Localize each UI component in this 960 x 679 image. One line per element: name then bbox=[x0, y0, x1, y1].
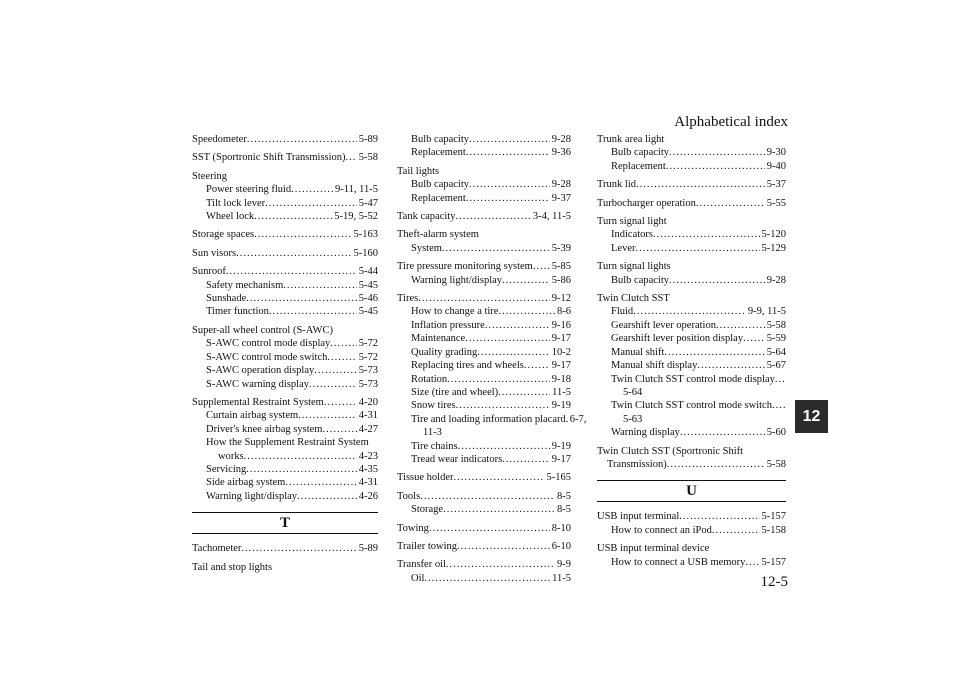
subentry-term: S-AWC warning display bbox=[206, 378, 309, 390]
entry-term: SST (Sportronic Shift Transmission) bbox=[192, 152, 346, 164]
subentry-term: Inflation pressure bbox=[411, 319, 485, 331]
page-ref[interactable]: 5-58 bbox=[358, 152, 378, 164]
page-ref[interactable]: 5-73 bbox=[358, 365, 378, 377]
page-ref[interactable]: 5-165 bbox=[546, 472, 571, 484]
page-ref[interactable]: 5-45 bbox=[358, 306, 378, 318]
page-ref[interactable]: 4-20 bbox=[358, 396, 378, 408]
index-entry bbox=[597, 260, 786, 287]
page-ref[interactable]: 5-58 bbox=[766, 319, 786, 331]
page-ref[interactable]: 9-17 bbox=[551, 333, 571, 345]
subentry-term: Size (tire and wheel) bbox=[411, 386, 499, 398]
entry-term: Trailer towing bbox=[397, 540, 457, 552]
page-ref[interactable]: 5-72 bbox=[358, 338, 378, 350]
page-ref[interactable]: 5-47 bbox=[358, 197, 378, 209]
page-ref[interactable]: 9-30 bbox=[766, 147, 786, 159]
chapter-tab[interactable]: 12 bbox=[795, 400, 828, 433]
index-entry bbox=[397, 292, 587, 466]
index-entry bbox=[397, 522, 571, 535]
subentry-term: Wheel lock bbox=[206, 211, 255, 223]
page-ref[interactable]: 5-86 bbox=[551, 274, 571, 286]
page-ref[interactable]: 9-18 bbox=[551, 373, 571, 385]
entry-term: Speedometer bbox=[192, 134, 247, 145]
subentry-term: Curtain airbag system bbox=[206, 410, 299, 422]
index-entry bbox=[597, 292, 786, 439]
page-ref[interactable]: 5-19, 5-52 bbox=[334, 211, 378, 223]
page-ref[interactable]: 9-28 bbox=[766, 274, 786, 286]
page-ref[interactable]: 5-129 bbox=[761, 242, 786, 254]
page-ref[interactable]: 8-5 bbox=[557, 490, 571, 502]
entry-term-continued: Transmission) bbox=[607, 458, 667, 470]
subentry-term: Bulb capacity bbox=[411, 134, 470, 145]
subentry-term: Bulb capacity bbox=[411, 179, 470, 191]
page-ref[interactable]: 9-40 bbox=[766, 160, 786, 172]
subentry-term: Rotation bbox=[411, 373, 448, 385]
subentry-term: Sunshade bbox=[206, 293, 247, 305]
subentry-term: Replacement bbox=[411, 192, 466, 204]
index-entry bbox=[192, 151, 378, 164]
entry-term: Trunk area light bbox=[597, 134, 665, 145]
index-entry bbox=[397, 471, 571, 484]
index-entry bbox=[397, 228, 571, 255]
subentry-term: Tread wear indicators bbox=[411, 453, 503, 465]
page-ref[interactable]: 5-45 bbox=[358, 279, 378, 291]
page-ref[interactable]: 5-163 bbox=[353, 229, 378, 241]
subentry-term: S-AWC control mode switch bbox=[206, 351, 328, 363]
subentry-term: Gearshift lever position display bbox=[611, 333, 744, 345]
page-ref[interactable]: 9-16 bbox=[551, 319, 571, 331]
index-entry bbox=[597, 215, 786, 255]
page-ref[interactable]: 6-7, bbox=[569, 413, 587, 425]
page-ref[interactable]: 5-67 bbox=[766, 360, 786, 372]
subentry-term: Manual shift bbox=[611, 346, 665, 358]
entry-term: Sun visors bbox=[192, 247, 237, 259]
subentry-term: Twin Clutch SST control mode switch bbox=[611, 400, 772, 412]
index-entry bbox=[397, 558, 571, 585]
section-heading-t: T bbox=[192, 512, 378, 534]
subentry-term: Servicing bbox=[206, 463, 247, 475]
page-ref[interactable]: 5-85 bbox=[551, 261, 571, 273]
index-entry bbox=[597, 197, 786, 210]
page-ref[interactable]: 5-160 bbox=[353, 247, 378, 259]
index-column-2 bbox=[397, 133, 587, 590]
entry-term: Super-all wheel control (S-AWC) bbox=[192, 324, 333, 336]
subentry-term: Quality grading bbox=[411, 346, 478, 358]
entry-term: Turbocharger operation bbox=[597, 197, 696, 209]
subentry-term: S-AWC operation display bbox=[206, 365, 315, 377]
entry-term: Turn signal light bbox=[597, 216, 667, 228]
page-ref[interactable]: 10-2 bbox=[551, 346, 571, 358]
index-entry bbox=[192, 542, 378, 555]
page-ref[interactable]: 9-11, 11-5 bbox=[335, 184, 378, 196]
subentry-term: Fluid bbox=[611, 306, 634, 318]
index-entry bbox=[597, 445, 786, 472]
page-ref[interactable]: 5-60 bbox=[766, 427, 786, 439]
subentry-term: Replacement bbox=[611, 160, 666, 172]
page-ref-continued[interactable]: 5-63 bbox=[623, 413, 643, 425]
subentry-term: How to connect an iPod bbox=[611, 524, 712, 536]
page-ref[interactable]: 8-5 bbox=[557, 504, 571, 516]
subentry-term: Side airbag system bbox=[206, 477, 286, 489]
section-heading-u: U bbox=[597, 480, 786, 502]
page-ref[interactable]: 9-9, 11-5 bbox=[747, 306, 786, 318]
entry-term: Tools bbox=[397, 490, 421, 502]
page-ref[interactable]: 5-158 bbox=[761, 524, 786, 536]
page-ref[interactable]: 5-58 bbox=[766, 458, 786, 470]
index-entry bbox=[192, 228, 378, 241]
page-ref[interactable]: 5-157 bbox=[761, 511, 786, 523]
subentry-term: Bulb capacity bbox=[611, 274, 670, 286]
index-column-1 bbox=[192, 133, 378, 579]
index-entry bbox=[192, 324, 378, 391]
page-ref[interactable]: 9-36 bbox=[551, 147, 571, 159]
page-ref[interactable]: 9-12 bbox=[551, 293, 571, 305]
index-entry bbox=[397, 210, 571, 223]
index-entry bbox=[597, 542, 786, 569]
subentry-term: Manual shift display bbox=[611, 360, 698, 372]
entry-term: Tire pressure monitoring system bbox=[397, 261, 533, 273]
index-entry bbox=[397, 165, 571, 205]
subentry-term: System bbox=[411, 242, 442, 254]
entry-term: Twin Clutch SST (Sportronic Shift bbox=[597, 445, 744, 457]
page-header-title: Alphabetical index bbox=[674, 114, 788, 130]
page-ref[interactable]: 4-35 bbox=[358, 463, 378, 475]
subentry-term: Maintenance bbox=[411, 333, 466, 345]
page-ref[interactable]: 5-59 bbox=[766, 333, 786, 345]
page-ref[interactable]: 9-17 bbox=[551, 453, 571, 465]
index-entry bbox=[192, 133, 378, 146]
subentry-term: Bulb capacity bbox=[611, 147, 670, 159]
index-entry bbox=[597, 510, 786, 537]
entry-term: Tail and stop lights bbox=[192, 561, 273, 573]
subentry-term: How to connect a USB memory bbox=[611, 556, 746, 568]
page-ref[interactable]: 5-120 bbox=[761, 229, 786, 241]
page-ref[interactable]: 6-10 bbox=[551, 540, 571, 552]
subentry-term: Snow tires bbox=[411, 400, 456, 412]
page-number: 12-5 bbox=[760, 574, 788, 590]
page-ref[interactable]: 8-10 bbox=[551, 522, 571, 534]
subentry-term: Driver's knee airbag system bbox=[206, 423, 323, 435]
subentry-term: Indicators bbox=[611, 229, 653, 241]
entry-term: Sunroof bbox=[192, 266, 226, 278]
index-entry bbox=[397, 260, 571, 287]
subentry-term: Warning display bbox=[611, 427, 680, 439]
entry-term: Tail lights bbox=[397, 165, 440, 177]
index-entry bbox=[192, 396, 378, 503]
page-ref[interactable]: 5-39 bbox=[551, 242, 571, 254]
page-ref[interactable]: 3-4, 11-5 bbox=[532, 211, 571, 223]
page-ref[interactable]: 5-44 bbox=[358, 266, 378, 278]
index-entry bbox=[397, 540, 571, 553]
page-ref[interactable]: 9-37 bbox=[551, 192, 571, 204]
entry-term: Storage spaces bbox=[192, 229, 255, 241]
page-ref[interactable]: 11-5 bbox=[552, 572, 571, 584]
page-ref[interactable]: 5-37 bbox=[766, 179, 786, 191]
entry-term: Turn signal lights bbox=[597, 261, 671, 273]
entry-term: USB input terminal bbox=[597, 511, 680, 523]
entry-term: Supplemental Restraint System bbox=[192, 396, 324, 408]
subentry-term: Timer function bbox=[206, 306, 269, 318]
subentry-term: Storage bbox=[411, 504, 444, 516]
subentry-term: Safety mechanism bbox=[206, 279, 284, 291]
subentry-term: How to change a tire bbox=[411, 306, 499, 318]
subentry-term: Twin Clutch SST control mode display bbox=[611, 373, 775, 385]
subentry-term: Gearshift lever operation bbox=[611, 319, 716, 331]
index-entry bbox=[192, 265, 378, 319]
page-ref[interactable]: 5-46 bbox=[358, 293, 378, 305]
page-ref-continued[interactable]: 5-64 bbox=[623, 386, 643, 398]
subentry-term: Replacement bbox=[411, 147, 466, 159]
entry-term: Tissue holder bbox=[397, 472, 454, 484]
page-ref[interactable]: 5-73 bbox=[358, 378, 378, 390]
subentry-term: Warning light/display bbox=[206, 490, 298, 502]
subentry-term: Oil bbox=[411, 572, 425, 584]
page-ref[interactable]: 5-55 bbox=[766, 197, 786, 209]
page-ref[interactable]: 9-19 bbox=[551, 440, 571, 452]
index-entry bbox=[192, 247, 378, 260]
subentry-term: Tilt lock lever bbox=[206, 197, 266, 209]
index-entry bbox=[192, 170, 378, 224]
subentry-term-continued: works bbox=[218, 450, 244, 462]
subentry-term: How the Supplement Restraint System bbox=[206, 437, 369, 449]
subentry-term: S-AWC control mode display bbox=[206, 338, 331, 350]
page-ref[interactable]: 9-28 bbox=[551, 134, 571, 145]
entry-term: Towing bbox=[397, 522, 429, 534]
page-ref[interactable]: 5-89 bbox=[358, 134, 378, 145]
index-entry bbox=[192, 561, 378, 574]
index-entry bbox=[397, 490, 571, 517]
page-ref[interactable]: 4-23 bbox=[358, 450, 378, 462]
page-ref[interactable]: 8-6 bbox=[557, 306, 571, 318]
index-entry bbox=[597, 133, 786, 173]
page-ref[interactable]: 5-64 bbox=[766, 346, 786, 358]
entry-term: Tachometer bbox=[192, 543, 242, 555]
page-ref[interactable]: 5-89 bbox=[358, 543, 378, 555]
entry-term: USB input terminal device bbox=[597, 543, 710, 555]
subentry-term: Lever bbox=[611, 242, 636, 254]
entry-term: Trunk lid bbox=[597, 179, 637, 191]
page-ref[interactable]: 4-31 bbox=[358, 477, 378, 489]
page-ref[interactable]: 5-72 bbox=[358, 351, 378, 363]
index-column-3 bbox=[597, 133, 786, 574]
page-ref[interactable]: 9-19 bbox=[551, 400, 571, 412]
subentry-term: Tire chains bbox=[411, 440, 458, 452]
subentry-term: Tire and loading information placard bbox=[411, 413, 566, 425]
subentry-term: Power steering fluid bbox=[206, 184, 292, 196]
entry-term: Transfer oil bbox=[397, 559, 446, 571]
entry-term: Twin Clutch SST bbox=[597, 293, 670, 305]
page-ref[interactable]: 4-31 bbox=[358, 410, 378, 422]
index-entry-continued bbox=[397, 133, 571, 160]
entry-term: Steering bbox=[192, 170, 227, 182]
subentry-term: Warning light/display bbox=[411, 274, 503, 286]
page-ref[interactable]: 9-28 bbox=[551, 179, 571, 191]
page-ref[interactable]: 5-157 bbox=[761, 556, 786, 568]
entry-term: Theft-alarm system bbox=[397, 229, 479, 241]
page-ref[interactable]: 4-27 bbox=[358, 423, 378, 435]
page-ref-continued[interactable]: 11-3 bbox=[423, 427, 442, 439]
entry-term: Tires bbox=[397, 293, 419, 305]
page-ref[interactable]: 11-5 bbox=[552, 386, 571, 398]
index-entry bbox=[597, 178, 786, 191]
page-ref[interactable]: 4-26 bbox=[358, 490, 378, 502]
page-ref[interactable]: 9-9 bbox=[557, 559, 571, 571]
page-ref[interactable]: 9-17 bbox=[551, 360, 571, 372]
subentry-term: Replacing tires and wheels bbox=[411, 360, 524, 372]
entry-term: Tank capacity bbox=[397, 211, 456, 223]
